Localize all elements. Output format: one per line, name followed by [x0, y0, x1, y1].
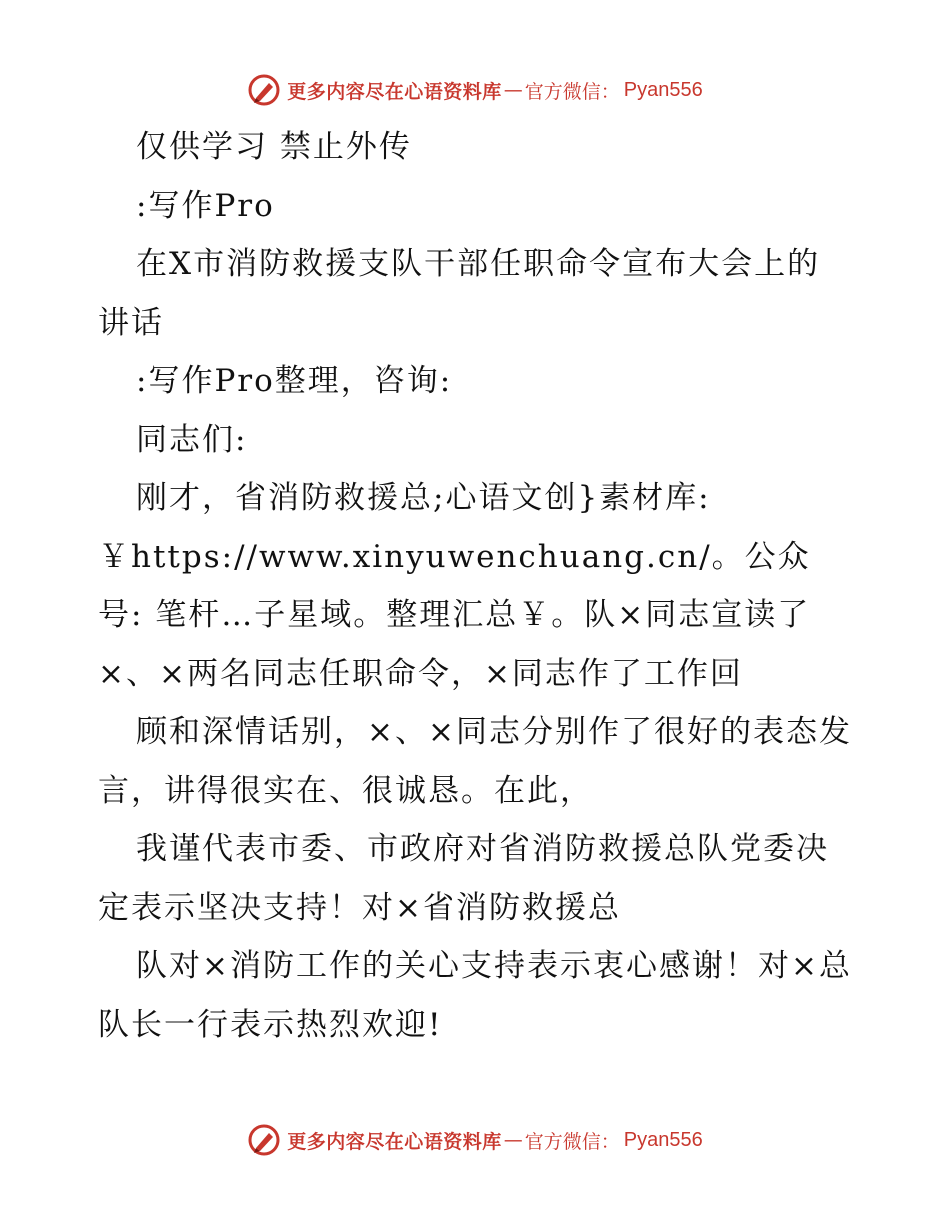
- footer-banner: [0, 1120, 950, 1160]
- header-wechat-label: 官方微信：: [524, 80, 620, 103]
- pen-logo-icon: [247, 73, 281, 107]
- footer-separator: —: [503, 1129, 523, 1151]
- paragraph: 队对×消防工作的关心支持表示衷心感谢！对×总队长一行表示热烈欢迎!: [98, 948, 852, 1043]
- paragraph: 我谨代表市委、市政府对省消防救援总队党委决定表示坚决支持！对×省消防救援总: [98, 831, 829, 926]
- footer-wechat-id: Pyan556: [623, 1128, 703, 1151]
- paragraph: 在X市消防救援支队干部任职命令宣布大会上的讲话: [98, 246, 821, 341]
- paragraph: 仅供学习 禁止外传: [136, 129, 412, 165]
- paragraph: :写作Pro: [136, 187, 275, 224]
- document-body: [98, 118, 852, 1054]
- paragraph: 同志们:: [136, 421, 248, 458]
- paragraph: ￥https://www.xinyuwenchuang.cn/。公众号: 笔杆…子星域。整理汇总￥。队×同志宣读了×、×两名同志任职命令，×同志作了工作回: [98, 538, 811, 692]
- pen-logo-icon: [247, 1123, 281, 1157]
- paragraph: :写作Pro整理，咨询:: [136, 363, 453, 399]
- footer-wechat-label: 官方微信：: [524, 1130, 620, 1153]
- paragraph: 刚才，省消防救援总;心语文创}素材库:: [136, 480, 711, 516]
- footer-text: 更多内容尽在心语资料库: [287, 1130, 502, 1153]
- header-separator: —: [503, 79, 523, 101]
- header-wechat-id: Pyan556: [623, 78, 703, 101]
- header-banner: [0, 70, 950, 110]
- paragraph: 顾和深情话别，×、×同志分别作了很好的表态发言，讲得很实在、很诚恳。在此，: [98, 714, 852, 809]
- header-text: 更多内容尽在心语资料库: [287, 80, 502, 103]
